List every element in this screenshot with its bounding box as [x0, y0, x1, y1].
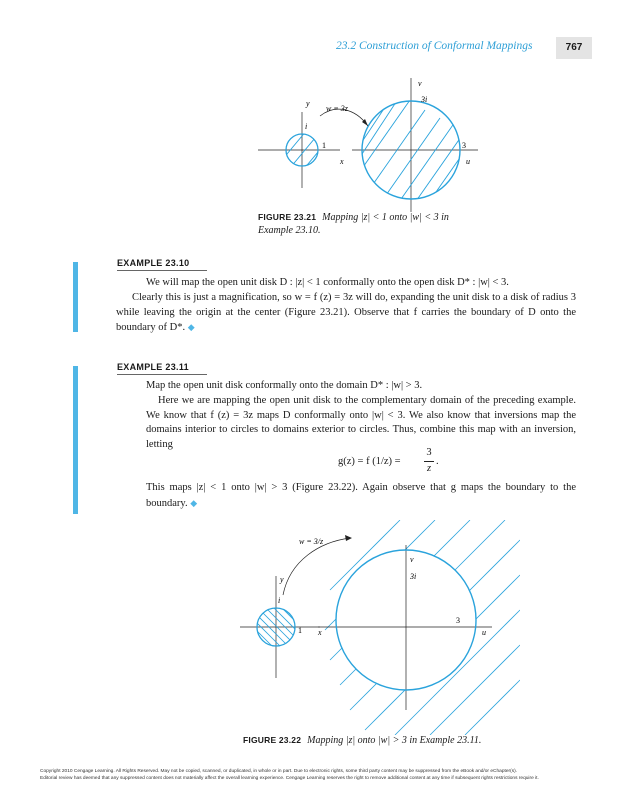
label-y: y: [280, 575, 284, 584]
label-map: w = 3/z: [299, 537, 324, 546]
figure-23-21-caption: [258, 212, 449, 223]
example-rule: [117, 270, 207, 271]
equation-numerator: 3: [426, 447, 432, 458]
label-3i: 3i: [421, 95, 428, 104]
label-i: i: [305, 122, 308, 131]
label-u: u: [482, 628, 486, 637]
example-11-paragraph-3: This maps |z| < 1 onto |w| > 3 (Figure 23.22). Again observe that g maps the boundary to the boundary.: [146, 482, 576, 509]
example-23-11-title: EXAMPLE 23.11: [117, 362, 189, 372]
example-10-paragraph-2-wrap: [116, 291, 576, 336]
example-side-bar: [73, 366, 78, 514]
label-x: x: [318, 628, 322, 637]
label-3i: 3i: [410, 572, 417, 581]
example-11-paragraph-2: Here we are mapping the open unit disk to the complementary domain of the preceding example. We know that f (z) = 3z maps D conformally onto |w| < 3. We also know that inversions map the domains interior to circles to domains exterior to circles. Thus, combine this map with an inversion, letting: [146, 395, 576, 450]
label-v: v: [418, 79, 422, 88]
label-x: x: [340, 157, 344, 166]
caption-text: Mapping |z| onto |w| > 3 in Example 23.11.: [307, 735, 482, 746]
example-23-10-title: EXAMPLE 23.10: [117, 258, 190, 268]
end-of-example-icon: ◆: [187, 322, 195, 333]
footer-line-1: Copyright 2010 Cengage Learning. All Rights Reserved. May not be copied, scanned, or duplicated, in whole or in part. Due to electronic rights, some third party content may be suppressed from the eBook and/or eChapter(s).: [40, 769, 518, 774]
figure-23-22-caption: [243, 735, 481, 746]
figure-23-22: [0, 520, 622, 735]
page-number: 767: [556, 37, 592, 59]
copyright-footer: [40, 768, 539, 782]
example-10-paragraph-2: Clearly this is just a magnification, so w = f (z) = 3z will do, expanding the unit disk to a disk of radius 3 while leaving the origin at the center (Figure 23.21). Observe that f carries the boundary of D onto the boundary of D*.: [116, 292, 576, 334]
label-v: v: [410, 555, 414, 564]
end-of-example-icon: ◆: [190, 497, 198, 508]
example-23-10-body: [146, 276, 580, 291]
mapping-arrow: [283, 538, 350, 595]
example-rule: [117, 374, 207, 375]
label-i: i: [278, 596, 281, 605]
label-map: w = 3z: [326, 104, 348, 113]
label-one: 1: [298, 626, 302, 635]
label-u: u: [466, 157, 470, 166]
label-one: 1: [322, 141, 326, 150]
label-three: 3: [456, 616, 460, 625]
label-y: y: [306, 99, 310, 108]
example-11-paragraph-3-wrap: [146, 481, 576, 511]
equation-period: .: [436, 456, 439, 467]
w-disk-hatching: [340, 92, 500, 224]
arrow-head: [345, 535, 352, 541]
equation-denominator: z: [426, 463, 432, 474]
equation-lhs: g(z) = f (1/z) =: [338, 456, 401, 467]
figure-label: FIGURE 23.21: [258, 212, 317, 222]
figure-23-21: [0, 0, 622, 240]
figure-label: FIGURE 23.22: [243, 735, 302, 745]
example-side-bar: [73, 262, 78, 332]
fraction-bar: [424, 461, 434, 462]
label-three: 3: [462, 141, 466, 150]
caption-line-2: Example 23.10.: [258, 225, 321, 236]
footer-line-2: Editorial review has deemed that any suppressed content does not materially affect the overall learning experience. Cengage Learning reserves the right to remove additional content at any time if subsequent rights restrictions require it.: [40, 776, 539, 781]
running-title: 23.2 Construction of Conformal Mappings: [336, 40, 533, 52]
example-11-paragraph-1: Map the open unit disk conformally onto the domain D* : |w| > 3.: [146, 380, 423, 391]
example-10-paragraph-1: We will map the open unit disk D : |z| < 1 conformally onto the open disk D* : |w| < 3.: [146, 277, 509, 288]
caption-line-1: Mapping |z| < 1 onto |w| < 3 in: [322, 212, 449, 223]
